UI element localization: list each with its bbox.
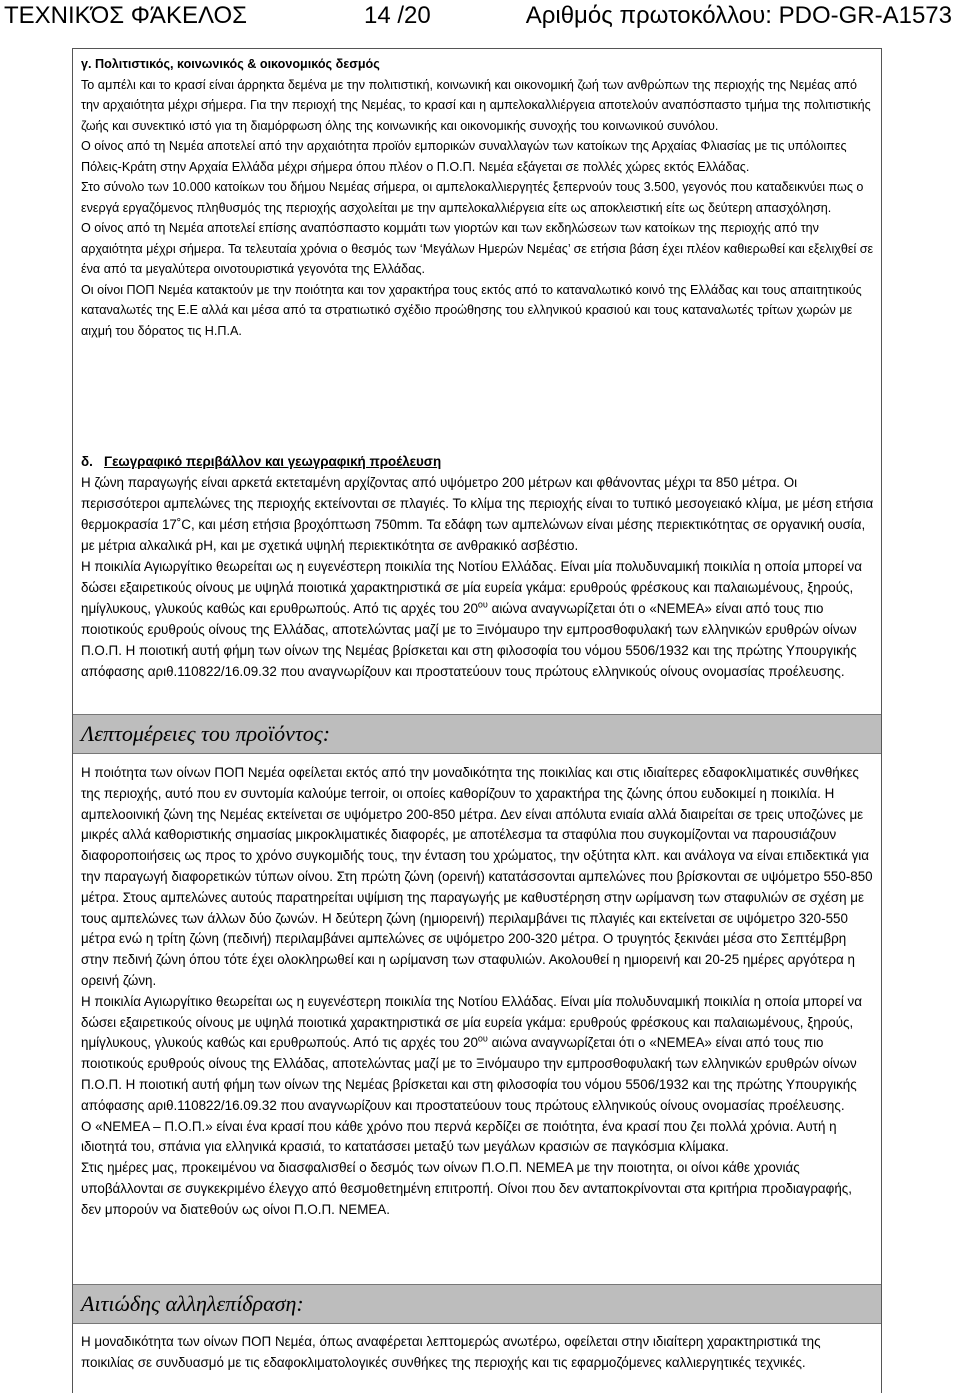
section-banner-causal-link bbox=[73, 1284, 881, 1324]
details-paragraph: Η ποικιλία Αγιωργίτικο θεωρείται ως η ευγενέστερη ποικιλία της Νοτίου Ελλάδας. Είναι μία πολυδυναμική ποικιλία η οποία μπορεί να δώσει εξαιρετικούς οίνους με υψηλά ποιοτικά χαρακτηριστικά σε μία ευρεία γκάμα: ερυθρούς φρέσκους και παλαιωμένους, ξηρούς, ημίγλυκους, γλυκούς καθώς και ερυθρωπούς. Από τις αρχές του $20^{o\upsilon}$ αιώνα αναγνωρίζεται ότι ο «ΝΕΜΕΑ» είναι από τους πιο ποιοτικούς ερυθρούς οίνους της Ελλάδας, αποτελώντας μαζί με το Ξινόμαυρο την εμπροσθοφυλακή των ελληνικών ερυθρών οίνων Π.Ο.Π. Η ποιοτική αυτή φήμη των οίνων της Νεμέας βρίσκεται και στη φιλοσοφία του νόμου 5506/1932 και της πρώτης Υπουργικής απόφασης αριθ.110822/16.09.32 που αναγνωρίζουν και προστατεύουν τους πρώτους ελληνικούς οίνους ονομασίας προέλευσης. bbox=[81, 993, 862, 1113]
product-details bbox=[81, 763, 874, 1221]
page-header bbox=[0, 0, 960, 40]
details-paragraph: Στις ημέρες μας, προκειμένου να διασφαλισθεί ο δεσμός των οίνων Π.Ο.Π. ΝΕΜΕΑ με την ποιοτητα, οι οίνοι κάθε χρονιάς υποβάλλονται σε συγκεκριμένο έλεγχο από θεσμοθετημένη επιτροπή. Οίνοι που δεν ανταποκρίνονται στα κριτήρια προδιαγραφής, δεν μπορούν να διατεθούν ως οίνοι Π.Ο.Π. ΝΕΜΕΑ. bbox=[81, 1160, 852, 1217]
banner-title: Λεπτομέρειες του προϊόντος: bbox=[81, 721, 331, 746]
section-d-paragraph: Η ποικιλία Αγιωργίτικο θεωρείται ως η ευγενέστερη ποικιλία της Νοτίου Ελλάδας. Είναι μία πολυδυναμική ποικιλία η οποία μπορεί να δώσει εξαιρετικούς οίνους με υψηλά ποιοτικά χαρακτηριστικά σε μία ευρεία γκάμα: ερυθρούς φρέσκους και παλαιωμένους, ξηρούς, ημίγλυκους, γλυκούς καθώς και ερυθρωπούς. Από τις αρχές του $20^{o\upsilon}$ αιώνα αναγνωρίζεται ότι ο «ΝΕΜΕΑ» είναι από τους πιο ποιοτικούς ερυθρούς οίνους της Ελλάδας, αποτελώντας μαζί με το Ξινόμαυρο την εμπροσθοφυλακή των ελληνικών ερυθρών οίνων Π.Ο.Π. Η ποιοτική αυτή φήμη των οίνων της Νεμέας βρίσκεται και στη φιλοσοφία του νόμου 5506/1932 και της πρώτης Υπουργικής απόφασης αριθ.110822/16.09.32 που αναγνωρίζουν και προστατεύουν τους πρώτους ελληνικούς οίνους ονομασίας προέλευσης. bbox=[81, 559, 862, 679]
document-title: ΤΕΧΝΙΚΌΣ ΦΆΚΕΛΟΣ bbox=[4, 2, 247, 29]
section-g-paragraph: Οι οίνοι ΠΟΠ Νεμέα κατακτούν με την ποιότητα και τον χαρακτήρα τους εκτός από το καταναλωτικό κοινό της Ελλάδας και τους απαιτητικούς καταναλωτές της Ε.Ε αλλά και μέσα από τα στρατιωτικό σχέδιο προώθησης του ελληνικού κρασιού και τους καταναλωτές τρίτων χωρών με αιχμή του δόρατος τις Η.Π.Α. bbox=[81, 282, 862, 338]
section-d-label: δ. bbox=[81, 454, 93, 469]
page-number: 14 /20 bbox=[364, 2, 431, 29]
section-g-title: γ. Πολιτιστικός, κοινωνικός & οικονομικός δεσμός bbox=[81, 57, 380, 71]
section-g-paragraph: Στο σύνολο των 10.000 κατοίκων του δήμου Νεμέας σήμερα, οι αμπελοκαλλιεργητές ξεπερνούν τους 3.500, γεγονός που καταδεικνύει πως ο ενεργά εργαζόμενος πληθυσμός της περιοχής ασχολείται με την αμπελοκαλλιέργεια είτε ως αποκλειστική είτε ως δεύτερη απασχόληση. bbox=[81, 180, 864, 215]
section-d bbox=[81, 451, 874, 682]
section-d-paragraph: Η ζώνη παραγωγής είναι αρκετά εκτεταμένη αρχίζοντας από υψόμετρο 200 μέτρων και φθάνοντας μέχρι τα 850 μέτρα. Οι περισσότεροι αμπελώνες της περιοχής εκτείνονται σε πλαγιές. Το κλίμα της περιοχής είναι το τυπικό μεσογειακό κλίμα, με μέση ετήσια θερμοκρασία 17˚C, και μέση ετήσια βροχόπτωση 750mm. Τα εδάφη των αμπελώνων είναι μέσης περιεκτικότητας σε οργανική ουσία, με μέτρια αλκαλικά pH, και με σχετικά υψηλή περιεκτικότητα σε ανθρακικό ασβέστιο. bbox=[81, 475, 874, 553]
details-paragraph: Ο «ΝΕΜΕΑ – Π.Ο.Π.» είναι ένα κρασί που κάθε χρόνο που περνά κερδίζει σε ποιότητα, ένα κρασί που ζει πολλά χρόνια. Αυτή η ιδιοτητά του, σπάνια για ελληνικά κρασιά, το κατατάσσει μεταξύ των μεγάλων κρασιών σε παγκόσμια κλίμακα. bbox=[81, 1118, 837, 1155]
section-g-paragraph: Ο οίνος από τη Νεμέα αποτελεί από την αρχαιότητα προϊόν εμπορικών συναλλαγών των κατοίκων της Αρχαίας Φλιασίας με τις υπόλοιπες Πόλεις-Κράτη στην Αρχαία Ελλάδα μέχρι σήμερα όπου πλέον ο Π.Ο.Π. Νεμέα εξάγεται σε πολλές χώρες εκτός Ελλάδας. bbox=[81, 139, 847, 174]
details-paragraph: Η ποιότητα των οίνων ΠΟΠ Νεμέα οφείλεται εκτός από την μοναδικότητα της ποικιλίας και στις ιδιαίτερες εδαφοκλιματικές συνθήκες της περιοχής, αυτό που εν συντομία καλούμε terroir, οι οποίες καθορίζουν το χαρακτήρα της ζώνης όπου ευδοκιμεί η ποικιλία. Η αμπελοοινική ζώνη της Νεμέας εκτείνεται σε υψόμετρο 200-850 μέτρα. Δεν είναι απόλυτα ενιαία αλλά διαιρείται σε τρεις υποζώνες με μικρές αλλά καθοριστικής σημασίας μικροκλιματικές διαφορές, με αποτέλεσμα τα σταφύλια που συγκομίζονται να παρουσιάζουν διαφοροποιήσεις ως προς το χρόνο συγκομιδής τους, την ένταση του χρώματος, την οξύτητα κλπ. και ανάλογα να είναι επιδεκτικά για την παραγωγή διαφορετικών τύπων οίνου. Στη πρώτη ζώνη (ορεινή) κατατάσσονται αμπελώνες που βρίσκονται σε υψόμετρο 550-850 μέτρα. Στους αμπελώνες αυτούς παρατηρείται υψίμιση της παραγωγής με καθυστέρηση στην ωρίμανση των σταφυλιών σε σχέση με τους αμπελώνες των άλλων δύο ζωνών. Η δεύτερη ζώνη (ημιορεινή) περιλαμβάνει τις πλαγιές και εκτείνεται σε υψόμετρο 320-550 μέτρα ενώ η τρίτη ζώνη (πεδινή) περιλαμβάνει αμπελώνες σε υψόμετρο 200-320 μέτρα. Ο τρυγητός ξεκινάει μέσα στο Σεπτέμβρη στην πεδινή ζώνη όπου τότε έχει ολοκληρωθεί και η ωρίμανση των σταφυλιών. Ακολουθεί η ημιορεινή και 20-25 ημέρες αργότερα η ορεινή ζώνη. bbox=[81, 765, 873, 988]
interaction-paragraph: Η μοναδικότητα των οίνων ΠΟΠ Νεμέα, όπως αναφέρεται λεπτομερώς ανωτέρω, οφείλεται στην ιδιαίτερη χαρακτηριστικά της ποικιλίας σε συνδυασμό με τις εδαφοκλιματολογικές συνθήκες της περιοχής και τις εφαρμοζόμενες καλλιεργητικές τεχνικές. bbox=[81, 1334, 821, 1370]
protocol-number: Αριθμός πρωτοκόλλου: PDO-GR-A1573 bbox=[525, 2, 952, 29]
section-d-title: Γεωγραφικό περιβάλλον και γεωγραφική προέλευση bbox=[104, 454, 442, 469]
section-g bbox=[81, 54, 874, 341]
banner-title: Αιτιώδης αλληλεπίδραση: bbox=[81, 1291, 304, 1316]
section-d-heading bbox=[81, 451, 874, 472]
causal-interaction bbox=[81, 1332, 874, 1373]
section-banner-product-details bbox=[73, 714, 881, 754]
section-g-paragraph: Το αμπέλι και το κρασί είναι άρρηκτα δεμένα με την πολιτιστική, κοινωνική και οικονομική ζωή των ανθρώπων της περιοχής της Νεμέας από την αρχαιότητα μέχρι σήμερα. Για την περιοχή της Νεμέας, το κρασί και η αμπελοκαλλιέργεια αποτελούν αναπόσπαστο τμήμα της πολιτιστικής ζωής και συνεκτικό ιστό για τη διαμόρφωση όλης της κοινωνικής και οικονομικής συνοχής του κοινωνικού συνόλου. bbox=[81, 77, 871, 133]
section-g-paragraph: Ο οίνος από τη Νεμέα αποτελεί επίσης αναπόσπαστο κομμάτι των γιορτών και των εκδηλώσεων των κατοίκων της περιοχής από την αρχαιότητα μέχρι σήμερα. Τα τελευταία χρόνια ο θεσμός των ‘Μεγάλων Ημερών Νεμέας’ σε ετήσια βάση έχει πλέον καθιερωθεί και εξελιχθεί σε ένα από τα μεγαλύτερα οινοτουριστικά γεγονότα της Ελλάδας. bbox=[81, 221, 874, 276]
